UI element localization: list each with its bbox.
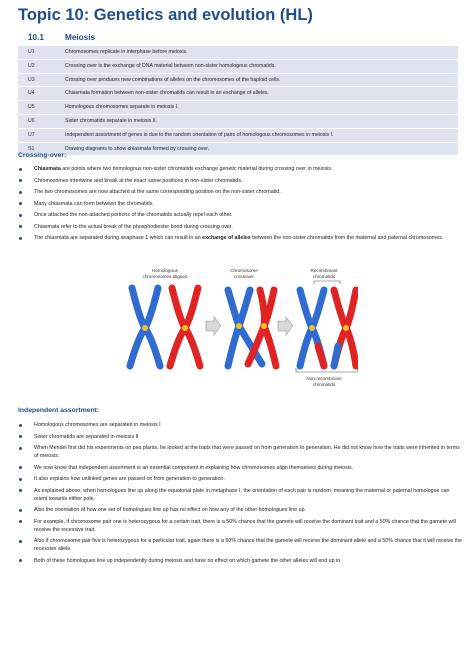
list-item: Both of these homologues line up independently during meiosis and have no effect on which gamete the other alleles will end up in. — [18, 557, 464, 565]
understandings-table — [18, 46, 458, 156]
table-row — [18, 115, 458, 129]
list-item — [18, 234, 464, 242]
row-code: S1 — [28, 145, 35, 152]
centromere-icon — [182, 325, 188, 331]
section-name: Meiosis — [65, 33, 96, 42]
bullet-bold: exchange of alleles — [202, 235, 251, 241]
list-item: It also explains how unlinked genes are passed on from generation to generation. — [18, 475, 464, 483]
centromere-icon — [309, 325, 315, 331]
centromere-icon — [236, 323, 242, 329]
table-row — [18, 74, 458, 88]
table-row — [18, 87, 458, 101]
centromere-icon — [261, 323, 267, 329]
independent-assortment-heading: Independent assortment: — [18, 407, 100, 414]
crossing-over-diagram — [118, 268, 358, 398]
label-recombinant: Recombinant chromatids — [310, 268, 338, 279]
row-text: Sister chromatids separate in meiosis II. — [65, 117, 157, 124]
list-item: Also the orientation of how one set of homologues line up has no effect on how any of the other homologues line up. — [18, 506, 464, 514]
bullet-text: between the non-sister chromatids from the maternal and paternal chromosomes. — [250, 235, 444, 241]
bullet-text: Chromosomes intertwine and break at the exact same positions in non-sister chromatids. — [34, 177, 243, 184]
nonrecombinant-bracket — [296, 368, 358, 372]
row-text: Homologous chromosomes separate in meiosis I. — [65, 104, 179, 111]
bullet-text: The two chromosomes are now attached at the same corresponding position on the non-sister chromatid. — [34, 189, 281, 195]
label-homologous: Homologous chromosomes aligned — [142, 268, 188, 279]
centromere-icon — [343, 325, 349, 331]
section-number: 10.1 — [28, 33, 44, 42]
list-item: We now know that independent assortment is an essential component in explaining how chromosomes align themselves during meiosis. — [18, 464, 464, 472]
section-header — [18, 30, 458, 44]
list-item: Also if chromosome pair five is heterozygous for a particular trait, again there is a 50% chance that the gamete will receive the dominant allele and a 50% chance that it will receive the recessive allele. — [18, 537, 464, 553]
list-item: As explained above, when homologues line up along the equatorial plate in metaphase I, the orientation of each pair is random; meaning the maternal or paternal homologue can orient towards either pole. — [18, 487, 464, 503]
table-row — [18, 143, 458, 157]
table-row — [18, 46, 458, 60]
bullet-bold: Chiasmata — [34, 166, 61, 172]
list-item — [18, 188, 464, 196]
row-text: Crossing over produces new combinations of alleles on the chromosomes of the haploid cells. — [65, 76, 281, 83]
table-row — [18, 129, 458, 143]
row-code: U4 — [28, 90, 35, 97]
homologous-chromosomes — [130, 288, 200, 366]
list-item — [18, 177, 464, 185]
bullet-text: Once attached the non-attached portions of the chromatids actually repel each other. — [34, 212, 233, 218]
list-item — [18, 200, 464, 208]
independent-assortment-list — [18, 421, 464, 568]
bullet-text: Chiasmata refer to the actual break of the phosphodiester bond during crossing over. — [34, 223, 233, 230]
list-item: Homologous chromosomes are separated in meiosis I — [18, 421, 464, 429]
row-code: U3 — [28, 76, 35, 83]
row-code: U1 — [28, 49, 35, 55]
row-code: U5 — [28, 104, 35, 111]
list-item: Sister chromatids are separated in meiosis II — [18, 433, 464, 441]
row-text: Crossing over is the exchange of DNA material between non-sister homologous chromatids. — [65, 62, 276, 69]
centromere-icon — [142, 325, 148, 331]
row-code: U6 — [28, 117, 35, 124]
arrow-icon — [206, 317, 221, 335]
recombinant-chromosomes — [300, 290, 356, 366]
page-title: Topic 10: Genetics and evolution (HL) — [18, 6, 313, 24]
list-item: For example, if chromosome pair one is heterozygous for a certain trait, there is a 50% chance that the gamete will receive the dominant trait and a 50% chance that the gamete will receive the recessive trait. — [18, 518, 464, 534]
crossover-chromosomes — [228, 290, 276, 366]
bullet-text: Many chiasmata can form between the chromatids. — [34, 200, 154, 207]
table-row — [18, 101, 458, 115]
row-text: Chiasmata formation between non-sister chromatids can result in an exchange of alleles. — [65, 90, 269, 97]
row-text: Chromosomes replicate in interphase before meiosis. — [65, 49, 188, 55]
chromosome-drawing — [118, 268, 358, 398]
bullet-text: The chiasmata are separated during anaphase 1 which can result in an — [34, 235, 203, 241]
row-text: Drawing diagrams to show chiasmata formed by crossing over. — [65, 145, 210, 152]
table-row — [18, 60, 458, 74]
row-code: U7 — [28, 131, 35, 138]
list-item: When Mendel first did his experiments on pea plants, he looked at the traits that were passed on from generation to generation. He did not know how the traits were inherited in terms of meiosis. — [18, 444, 464, 460]
bullet-text: are points where two homologous non-sister chromatids exchange genetic material during crossing over in meiosis. — [60, 166, 333, 172]
row-text: Independent assortment of genes is due to the random orientation of pairs of homologous chromosomes in meiosis I. — [65, 131, 334, 138]
list-item — [18, 223, 464, 231]
label-nonrecombinant: Non-recombinant chromatids — [306, 376, 342, 387]
label-crossover: Chromosome crossover — [230, 268, 258, 279]
recombinant-bracket — [314, 281, 340, 284]
list-item — [18, 211, 464, 219]
row-code: U2 — [28, 62, 35, 69]
arrow-icon — [278, 317, 293, 335]
list-item — [18, 165, 464, 173]
crossing-over-list — [18, 165, 464, 246]
crossing-over-heading: Crossing-over: — [18, 152, 67, 159]
